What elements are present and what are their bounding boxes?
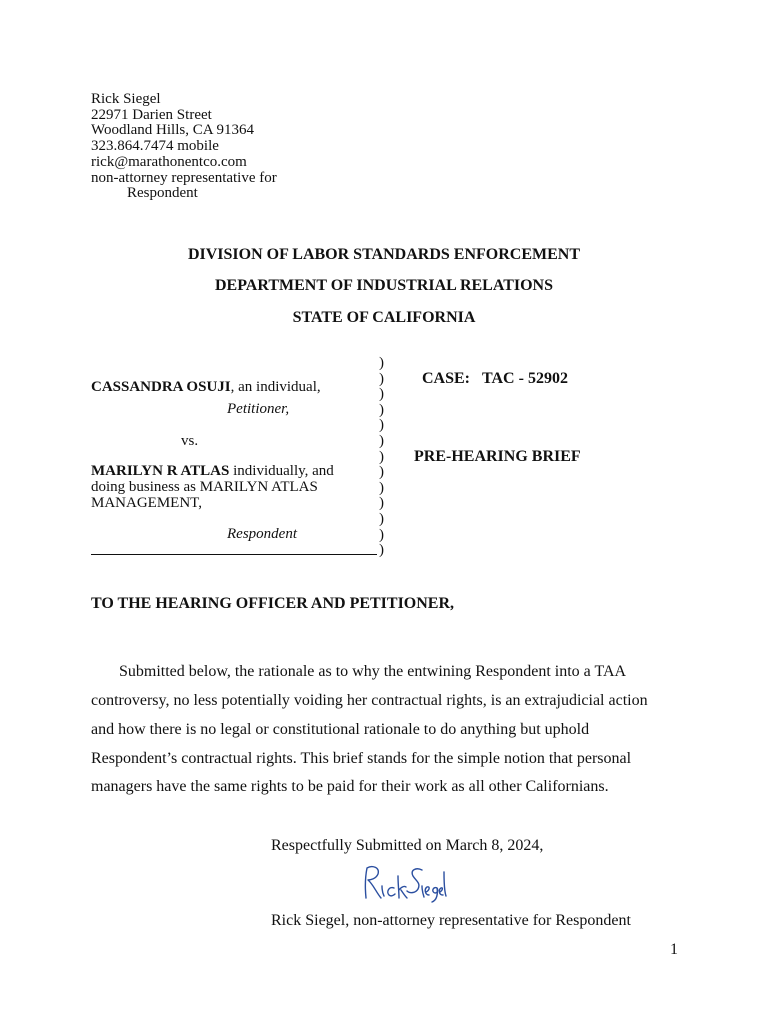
sender-role-cont: Respondent [127, 185, 198, 202]
paren: ) [379, 401, 384, 418]
paren: ) [379, 510, 384, 527]
respondent-suffix: individually, and [229, 463, 334, 479]
case-line [422, 370, 568, 388]
sender-name: Rick Siegel [91, 91, 161, 107]
petitioner-role: Petitioner, [227, 401, 290, 417]
page-number: 1 [670, 941, 678, 958]
paren: ) [379, 386, 384, 403]
sender-street: 22971 Darien Street [91, 106, 212, 123]
paren: ) [379, 526, 384, 543]
sender-block [91, 92, 277, 202]
paren: ) [379, 479, 384, 496]
signature-image [358, 862, 448, 904]
case-label: CASE: [422, 370, 471, 387]
respondent-name: MARILYN R ATLAS [91, 463, 230, 479]
paragraph-line: managers have the same rights to be paid for their work as all other Californians. [91, 778, 609, 795]
paren: ) [379, 355, 384, 371]
caption-parens [379, 356, 384, 559]
caption-underline [91, 554, 377, 555]
paren: ) [379, 464, 384, 481]
sender-role: non-attorney representative for [91, 169, 277, 186]
heading-state: STATE OF CALIFORNIA [292, 309, 476, 326]
respondent-dba: doing business as MARILYN ATLAS [91, 479, 318, 495]
respondent-role: Respondent [227, 526, 297, 542]
closing-line: Respectfully Submitted on March 8, 2024, [271, 837, 544, 854]
paren: ) [379, 370, 384, 387]
paragraph-line: controversy, no less potentially voiding her contractual rights, is an extrajudicial action [91, 692, 648, 709]
paragraph-line: Respondent’s contractual rights. This brief stands for the simple notion that personal [91, 750, 632, 767]
versus-label: vs. [181, 433, 199, 449]
salutation: TO THE HEARING OFFICER AND PETITIONER, [91, 595, 455, 612]
paren: ) [379, 432, 384, 449]
case-number: TAC - 52902 [482, 370, 568, 387]
petitioner-line [91, 379, 321, 395]
document-title: PRE-HEARING BRIEF [414, 448, 581, 465]
signer-line: Rick Siegel, non-attorney representative for Respondent [271, 912, 631, 929]
paren: ) [379, 448, 384, 465]
paragraph-line: and how there is no legal or constitutional rationale to do anything but uphold [91, 721, 590, 738]
sender-phone: 323.864.7474 mobile [91, 138, 219, 155]
paren: ) [379, 495, 384, 512]
petitioner-suffix: , an individual, [230, 379, 321, 395]
heading-department: DEPARTMENT OF INDUSTRIAL RELATIONS [214, 277, 553, 294]
sender-email: rick@marathonentco.com [91, 153, 247, 170]
respondent-management: MANAGEMENT, [91, 495, 202, 511]
respondent-line [91, 463, 334, 479]
heading-division: DIVISION OF LABOR STANDARDS ENFORCEMENT [187, 246, 581, 263]
paragraph-line: Submitted below, the rationale as to why the entwining Respondent into a TAA [119, 663, 627, 680]
petitioner-name: CASSANDRA OSUJI [91, 379, 231, 395]
paren: ) [379, 417, 384, 434]
sender-city: Woodland Hills, CA 91364 [91, 122, 254, 139]
paren: ) [379, 542, 384, 559]
